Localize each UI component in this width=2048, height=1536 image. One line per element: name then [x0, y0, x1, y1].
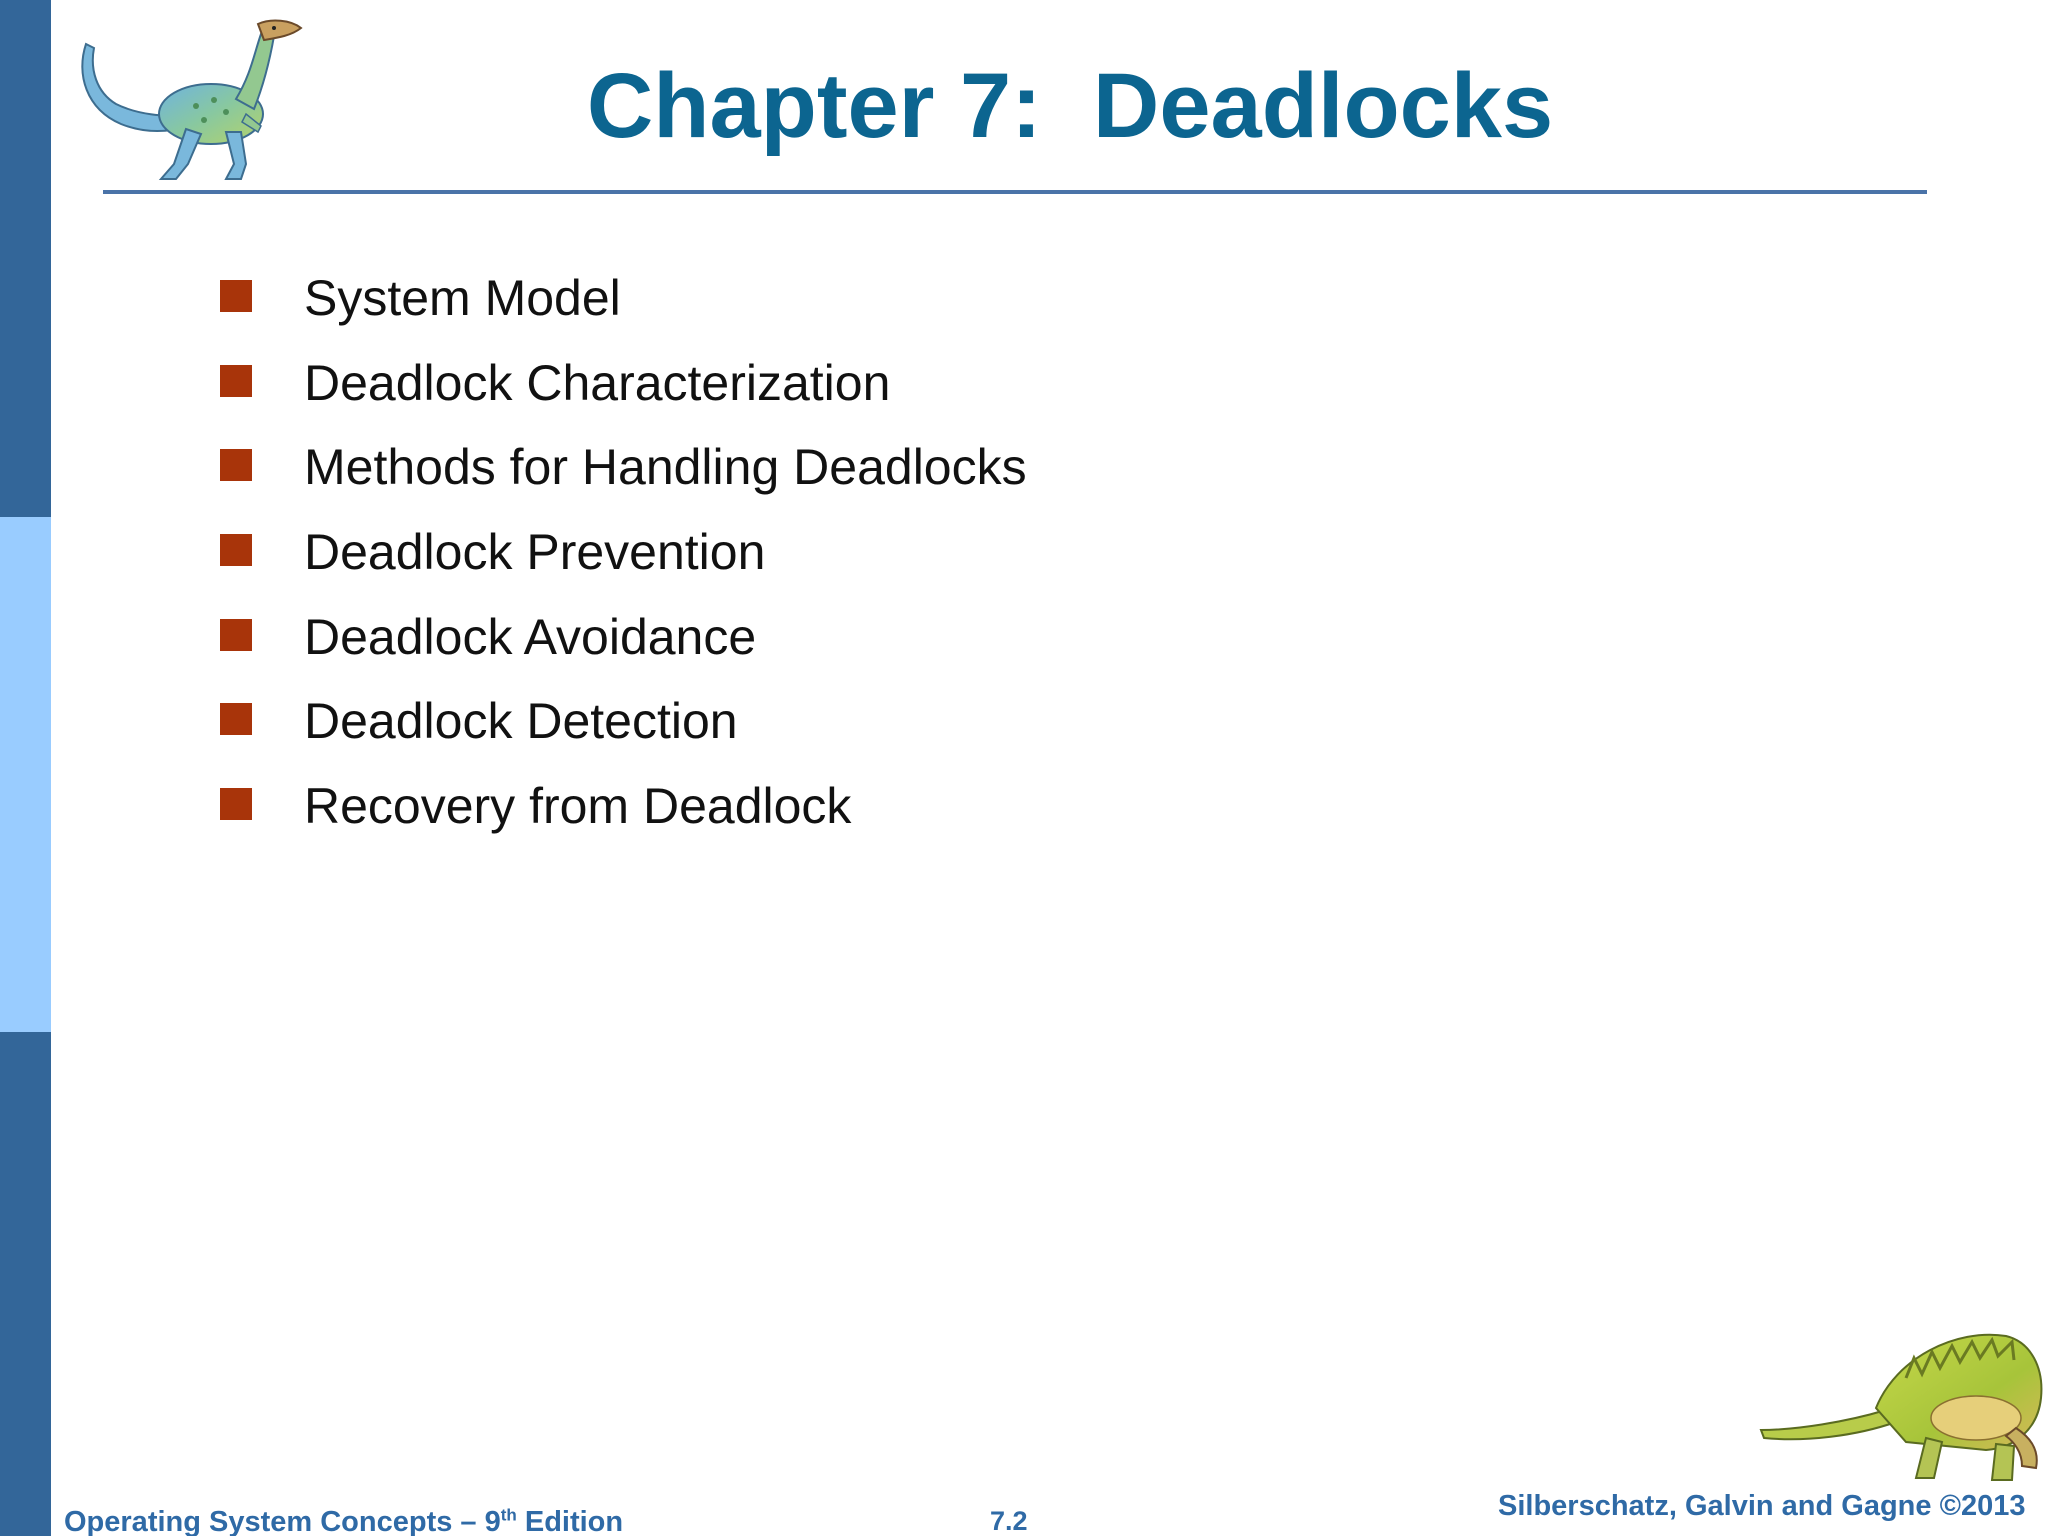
bullet-text: Methods for Handling Deadlocks: [304, 439, 1027, 496]
page-number: 7.2: [990, 1506, 1028, 1536]
list-item: [220, 268, 1027, 353]
bullet-text: Deadlock Characterization: [304, 354, 891, 411]
square-bullet-icon: [220, 788, 252, 820]
square-bullet-icon: [220, 703, 252, 735]
footer-book-suffix: Edition: [516, 1506, 624, 1536]
square-bullet-icon: [220, 449, 252, 481]
bullet-list: [220, 268, 1027, 861]
list-item: [220, 437, 1027, 522]
sidebar-top-band: [0, 0, 51, 517]
square-bullet-icon: [220, 365, 252, 397]
footer-authors: Silberschatz, Galvin and Gagne ©2013: [1498, 1490, 2026, 1522]
dinosaur-top-left-icon: [76, 14, 314, 192]
bullet-text: System Model: [304, 270, 621, 326]
square-bullet-icon: [220, 280, 252, 312]
dinosaur-bottom-right-icon: [1756, 1318, 2048, 1490]
bullet-text: Recovery from Deadlock: [304, 778, 852, 835]
list-item: [220, 607, 1027, 692]
list-item: [220, 776, 1027, 861]
bullet-text: Deadlock Detection: [304, 693, 738, 750]
footer-book-sup: th: [500, 1505, 517, 1525]
square-bullet-icon: [220, 619, 252, 651]
bullet-text: Deadlock Avoidance: [304, 608, 757, 665]
title-divider: [103, 190, 1927, 194]
footer-book-title: [64, 1506, 623, 1536]
bullet-text: Deadlock Prevention: [304, 524, 766, 581]
sidebar-middle-band: [0, 517, 51, 1032]
list-item: [220, 691, 1027, 776]
slide-title: Chapter 7: Deadlocks: [586, 55, 1554, 157]
sidebar-bottom-band: [0, 1032, 51, 1536]
square-bullet-icon: [220, 534, 252, 566]
list-item: [220, 353, 1027, 438]
list-item: [220, 522, 1027, 607]
footer-book-prefix: Operating System Concepts – 9: [64, 1506, 501, 1536]
